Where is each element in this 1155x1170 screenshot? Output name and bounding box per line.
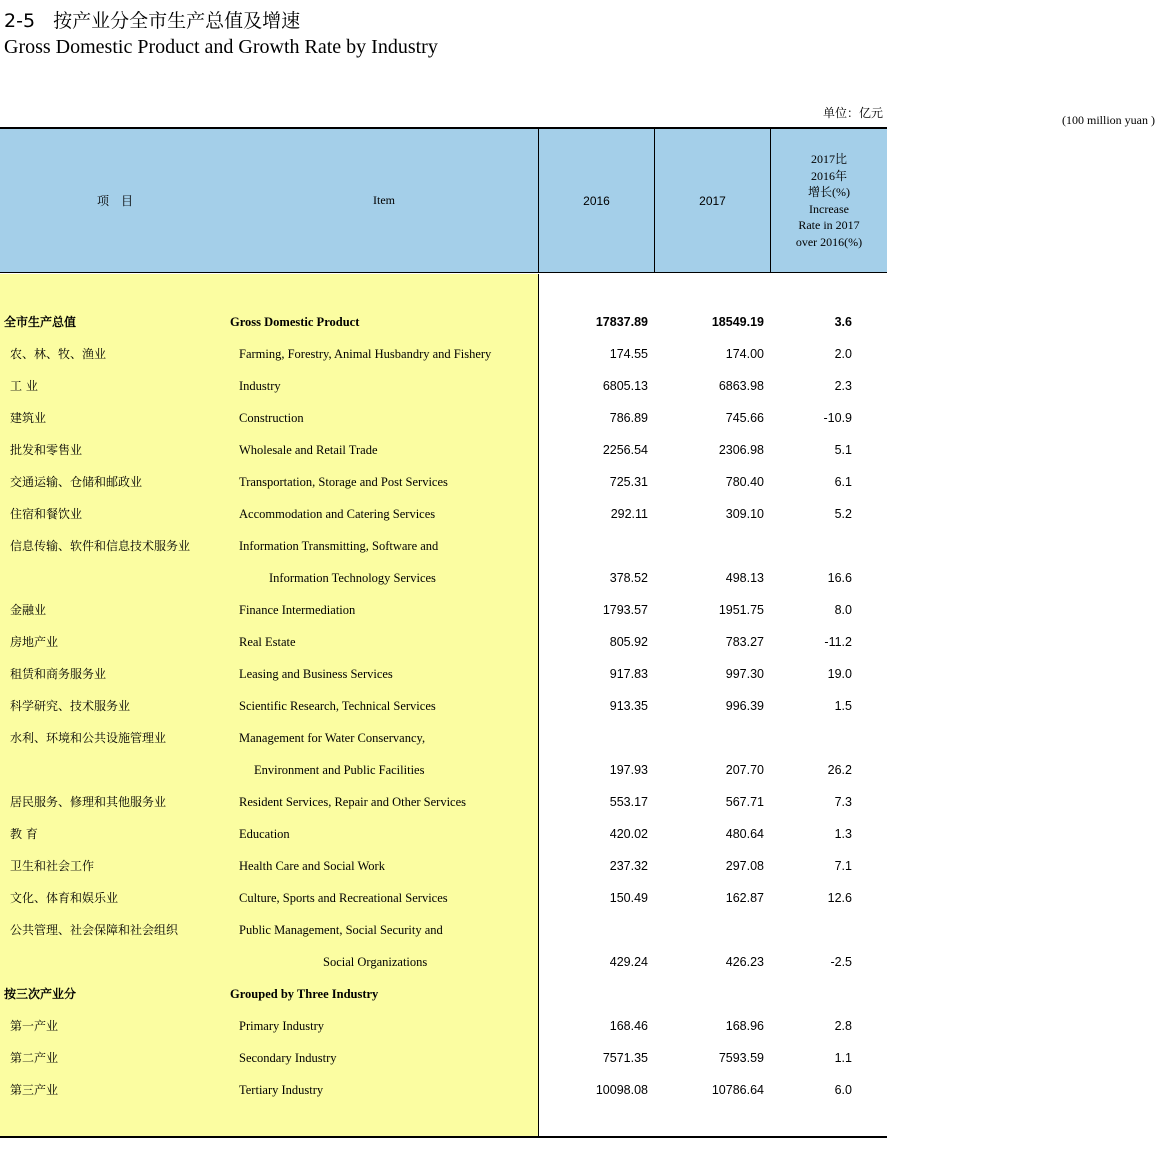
row-label-cn: 租赁和商务服务业 [10, 667, 107, 681]
row-label-en: Tertiary Industry [239, 1083, 324, 1097]
value-2017: 168.96 [725, 1019, 764, 1033]
table-row [0, 882, 887, 914]
table-bottom-rule [0, 1136, 887, 1138]
value-2016: 7571.35 [602, 1051, 648, 1065]
table-row [0, 754, 887, 786]
value-2017: 780.40 [725, 475, 764, 489]
row-label-en: Real Estate [239, 635, 296, 649]
table-row [0, 466, 887, 498]
row-label-cn: 卫生和社会工作 [10, 859, 95, 873]
value-2016: 6805.13 [602, 379, 648, 393]
row-label-cn: 金融业 [10, 603, 47, 617]
row-label-en: Social Organizations [323, 955, 428, 969]
value-2017: 498.13 [725, 571, 764, 585]
header-rate-cell [770, 129, 887, 272]
value-2017: 745.66 [725, 411, 764, 425]
value-2016: 429.24 [609, 955, 648, 969]
row-label-cn: 建筑业 [10, 411, 47, 425]
row-label-cn: 文化、体育和娱乐业 [10, 891, 119, 905]
table-row [0, 434, 887, 466]
row-label-en: Culture, Sports and Recreational Services [239, 891, 448, 905]
table-header [0, 129, 887, 273]
table-row [0, 594, 887, 626]
row-label-cn: 第二产业 [10, 1051, 59, 1065]
table-row [0, 850, 887, 882]
value-2016: 174.55 [609, 347, 648, 361]
table-row [0, 498, 887, 530]
growth-rate: 7.3 [834, 795, 852, 809]
value-2016: 10098.08 [595, 1083, 648, 1097]
value-2017: 162.87 [725, 891, 764, 905]
value-2016: 725.31 [609, 475, 648, 489]
header-item-en: Item [373, 193, 395, 207]
row-label-cn: 第一产业 [10, 1019, 59, 1033]
table-title-en: Gross Domestic Product and Growth Rate by Industry [4, 36, 438, 58]
value-2016: 786.89 [609, 411, 648, 425]
value-2017: 297.08 [725, 859, 764, 873]
growth-rate: 1.3 [834, 827, 852, 841]
row-label-en: Accommodation and Catering Services [239, 507, 436, 521]
growth-rate: 16.6 [827, 571, 852, 585]
header-2016: 2016 [538, 129, 654, 272]
row-label-en: Gross Domestic Product [230, 315, 360, 329]
value-2016: 805.92 [609, 635, 648, 649]
row-label-en: Environment and Public Facilities [254, 763, 425, 777]
growth-rate: 3.6 [834, 315, 852, 329]
unit-cn: 单位：亿元 [822, 106, 883, 120]
growth-rate: 6.1 [834, 475, 852, 489]
row-label-en: Finance Intermediation [239, 603, 356, 617]
table-row [0, 946, 887, 978]
growth-rate: 2.3 [834, 379, 852, 393]
row-label-cn: 按三次产业分 [4, 987, 77, 1001]
value-2016: 197.93 [609, 763, 648, 777]
row-label-en: Information Technology Services [269, 571, 436, 585]
table-title-cn [4, 6, 300, 33]
header-item-cn: 项 目 [96, 194, 133, 208]
row-label-cn: 农、林、牧、渔业 [10, 347, 107, 361]
value-2017: 567.71 [725, 795, 764, 809]
row-label-cn: 第三产业 [10, 1083, 59, 1097]
value-2017: 207.70 [725, 763, 764, 777]
table-row [0, 338, 887, 370]
table-row [0, 722, 887, 754]
row-label-en: Management for Water Conservancy, [239, 731, 426, 745]
value-2017: 6863.98 [718, 379, 764, 393]
row-label-en: Secondary Industry [239, 1051, 337, 1065]
table-title-cn-text: 按产业分全市生产总值及增速 [53, 10, 301, 32]
table-row [0, 1074, 887, 1106]
table-row [0, 786, 887, 818]
growth-rate: 5.2 [834, 507, 852, 521]
row-label-cn: 科学研究、技术服务业 [10, 699, 131, 713]
row-label-en: Construction [239, 411, 304, 425]
value-2017: 2306.98 [718, 443, 764, 457]
table-number: 2-5 [4, 10, 36, 32]
growth-rate: -10.9 [823, 411, 852, 425]
row-label-en: Primary Industry [239, 1019, 325, 1033]
row-label-en: Wholesale and Retail Trade [239, 443, 378, 457]
row-label-cn: 信息传输、软件和信息技术服务业 [10, 539, 191, 553]
header-2017: 2017 [654, 129, 770, 272]
table-row [0, 914, 887, 946]
value-2016: 917.83 [609, 667, 648, 681]
row-label-cn: 全市生产总值 [4, 315, 77, 329]
value-2017: 996.39 [725, 699, 764, 713]
row-label-en: Industry [239, 379, 281, 393]
growth-rate: 19.0 [827, 667, 852, 681]
value-2016: 237.32 [609, 859, 648, 873]
value-2017: 480.64 [725, 827, 764, 841]
table-row [0, 402, 887, 434]
table-row [0, 370, 887, 402]
row-label-cn: 居民服务、修理和其他服务业 [10, 795, 167, 809]
value-2017: 174.00 [725, 347, 764, 361]
row-label-en: Information Transmitting, Software and [239, 539, 439, 553]
growth-rate: -2.5 [830, 955, 852, 969]
value-2017: 10786.64 [711, 1083, 764, 1097]
row-label-en: Public Management, Social Security and [239, 923, 443, 937]
row-label-cn: 工 业 [10, 379, 38, 393]
row-label-en: Farming, Forestry, Animal Husbandry and Fishery [239, 347, 492, 361]
value-2016: 420.02 [609, 827, 648, 841]
value-2017: 309.10 [725, 507, 764, 521]
unit-note [822, 104, 1155, 127]
row-label-en: Health Care and Social Work [239, 859, 385, 873]
row-label-en: Leasing and Business Services [239, 667, 393, 681]
row-label-en: Resident Services, Repair and Other Services [239, 795, 467, 809]
value-2016: 17837.89 [595, 315, 648, 329]
value-2016: 1793.57 [602, 603, 648, 617]
value-2016: 913.35 [609, 699, 648, 713]
growth-rate: 8.0 [834, 603, 852, 617]
growth-rate: 7.1 [834, 859, 852, 873]
growth-rate: 12.6 [827, 891, 852, 905]
row-label-en: Grouped by Three Industry [230, 987, 379, 1001]
growth-rate: 6.0 [834, 1083, 852, 1097]
table-row [0, 978, 887, 1010]
value-2017: 1951.75 [718, 603, 764, 617]
value-2017: 783.27 [725, 635, 764, 649]
value-2016: 2256.54 [602, 443, 648, 457]
table-row [0, 626, 887, 658]
growth-rate: -11.2 [824, 635, 852, 649]
unit-en: (100 million yuan ) [1061, 113, 1155, 127]
row-label-cn: 公共管理、社会保障和社会组织 [10, 923, 179, 937]
table-row [0, 690, 887, 722]
value-2017: 997.30 [725, 667, 764, 681]
row-label-en: Transportation, Storage and Post Services [239, 475, 448, 489]
growth-rate: 5.1 [834, 443, 852, 457]
table-row [0, 562, 887, 594]
value-2017: 426.23 [725, 955, 764, 969]
row-label-cn: 住宿和餐饮业 [10, 507, 83, 521]
growth-rate: 1.5 [834, 699, 852, 713]
table-row [0, 658, 887, 690]
header-rate: 2017比 2016年 增长(%) Increase Rate in 2017 over 2016(%) [795, 152, 863, 249]
value-2017: 18549.19 [711, 315, 764, 329]
table-row [0, 1042, 887, 1074]
growth-rate: 2.8 [834, 1019, 852, 1033]
value-2017: 7593.59 [718, 1051, 764, 1065]
table-row [0, 530, 887, 562]
table-row [0, 1010, 887, 1042]
row-label-en: Scientific Research, Technical Services [239, 699, 436, 713]
table-row [0, 818, 887, 850]
value-2016: 553.17 [609, 795, 648, 809]
row-label-cn: 教 育 [10, 827, 38, 841]
value-2016: 168.46 [609, 1019, 648, 1033]
value-2016: 378.52 [609, 571, 648, 585]
value-2016: 292.11 [610, 507, 648, 521]
row-label-cn: 水利、环境和公共设施管理业 [10, 731, 167, 745]
row-label-en: Education [239, 827, 290, 841]
table-row [0, 306, 887, 338]
growth-rate: 1.1 [834, 1051, 852, 1065]
row-label-cn: 批发和零售业 [10, 443, 83, 457]
growth-rate: 26.2 [827, 763, 852, 777]
value-2016: 150.49 [609, 891, 648, 905]
growth-rate: 2.0 [834, 347, 852, 361]
row-label-cn: 交通运输、仓储和邮政业 [10, 475, 143, 489]
row-label-cn: 房地产业 [10, 635, 59, 649]
